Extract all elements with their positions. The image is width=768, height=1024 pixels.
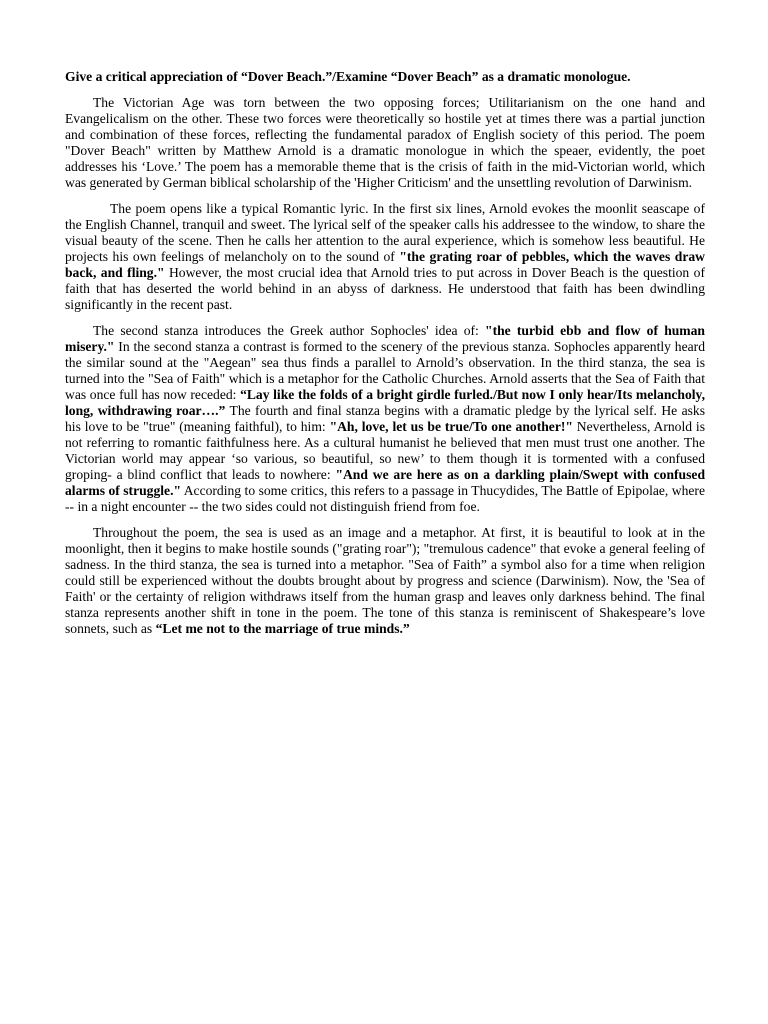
paragraph-text: The second stanza introduces the Greek author Sophocles' idea of: xyxy=(93,323,486,338)
quote-bold: "the turbid ebb and flow of human misery." xyxy=(65,323,705,354)
paragraph-text: The fourth and final stanza begins with a dramatic pledge by the lyrical self. He asks his love to be "true" (meaning faithful), to him: xyxy=(65,403,705,434)
quote-bold: "And we are here as on a darkling plain/Swept with confused alarms of struggle." xyxy=(65,467,706,498)
essay-question-heading: Give a critical appreciation of “Dover Beach.”/Examine “Dover Beach” as a dramatic monologue. xyxy=(65,69,631,84)
quote-bold: “Lay like the folds of a bright girdle furled./But now I only hear/Its melancholy, long, withdrawing roar….” xyxy=(65,387,705,418)
paragraph-text: Nevertheless, Arnold is not referring to romantic faithfulness here. As a cultural humanist he believed that men must trust one another. The Victorian world may appear ‘so various, so beautiful, so new’ to them though it is tormented with a confused groping- a blind conflict that leads to nowhere: xyxy=(65,419,705,482)
document-page xyxy=(65,69,705,647)
paragraph-text: According to some critics, this refers to a passage in Thucydides, The Battle of Epipolae, where -- in a night encounter -- the two sides could not distinguish friend from foe. xyxy=(65,483,705,514)
quote-bold: "Ah, love, let us be true/To one another!" xyxy=(329,419,573,434)
paragraph-text: However, the most crucial idea that Arnold tries to put across in Dover Beach is the question of faith that has deserted the world behind in an abyss of darkness. He understood that faith has been dwindling significantly in the recent past. xyxy=(65,265,705,312)
paragraph-text: The poem opens like a typical Romantic lyric. In the first six lines, Arnold evokes the moonlit seascape of the English Channel, tranquil and sweet. The lyrical self of the speaker calls his addressee to the window, to share the visual beauty of the scene. Then he calls her attention to the aural experience, which is somehow less beautiful. He projects his own feelings of melancholy on to the sound of xyxy=(65,201,705,264)
paragraph-text: In the second stanza a contrast is formed to the scenery of the previous stanza. Sophocles apparently heard the similar sound at the "Aegean" sea thus finds a parallel to Arnold’s observation. In the third stanza, the sea is turned into the "Sea of Faith" which is a metaphor for the Catholic Churches. Arnold asserts that the Sea of Faith that was once full has now receded: xyxy=(65,339,705,402)
quote-bold: “Let me not to the marriage of true minds.” xyxy=(155,621,410,636)
paragraph-intro xyxy=(65,95,705,191)
paragraph-text: The Victorian Age was torn between the two opposing forces; Utilitarianism on the one hand and Evangelicalism on the other. These two forces were theoretically so hostile yet at times there was a partial junction and combination of these forces, reflecting the fundamental paradox of English society of this period. The poem "Dover Beach" written by Matthew Arnold is a dramatic monologue in which the speaer, evidently, the poet addresses his ‘Love.’ The poem has a memorable theme that is the crisis of faith in the mid-Victorian world, which was generated by German biblical scholarship of the 'Higher Criticism' and the unsettling revolution of Darwinism. xyxy=(65,95,705,190)
paragraph-second-stanza xyxy=(65,323,705,515)
paragraph-opening-lyric xyxy=(65,201,705,313)
paragraph-text: Throughout the poem, the sea is used as an image and a metaphor. At first, it is beautiful to look at in the moonlight, then it begins to make hostile sounds ("grating roar"); "tremulous cadence" that evoke a general feeling of sadness. In the third stanza, the sea is turned into a metaphor. "Sea of Faith” a symbol also for a time when religion could still be experienced without the doubts brought about by progress and science (Darwinism). Now, the 'Sea of Faith' or the certainty of religion withdraws itself from the human grasp and leaves only darkness behind. The final stanza represents another shift in tone in the poem. The tone of this stanza is reminiscent of Shakespeare’s love sonnets, such as xyxy=(65,525,705,636)
quote-bold: "the grating roar of pebbles, which the waves draw back, and fling." xyxy=(65,249,705,280)
paragraph-sea-metaphor xyxy=(65,525,705,637)
